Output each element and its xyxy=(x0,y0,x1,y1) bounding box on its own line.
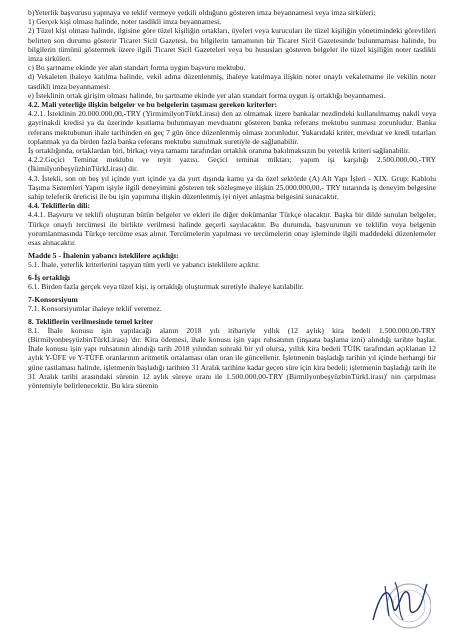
paragraph: 4.3. İstekli, son on beş yıl içinde yurt içinde ya da yurt dışında kamu ya da özel sektörde (A) Alt Yapı İşleri - XIX. Grup: Kablolu Taşıma Sistemleri Yapım işiyle ilgili deneyimini gösteren tek sözleşmeye ilişkin 25.000.000,00,- TRY tutarında iş deneyim belgesine sahip teleferik üreticisi ile bu işin yapımına ilişkin düzenlenmiş iyi niyet anlaşma belgesini sunacaktır. xyxy=(28,173,436,202)
section-heading: Madde 5 - İhalenin yabancı isteklilere açıklığı: xyxy=(28,250,179,260)
signature-and-stamp xyxy=(367,576,431,634)
paragraph: 4.4.1. Başvuru ve teklifi oluşturan bütün belgeler ve ekleri ile diğer dokümanlar Türkçe olacaktır. Başka bir dilde sunulan belgeler, Türkçe onaylı tercümesi ile birlikte verilmesi halinde geçerli sayılacaktır. Bu durumda, başvurunun ve teklifin veya belgenin yorumlanmasında Türkçe tercüme esas alınır. Tercümelerin yapılması ve tercümelerin onay işleminde ilgili maddedeki düzenlemeler esas alınacaktır. xyxy=(28,210,436,248)
document-body xyxy=(28,8,436,390)
paragraph: d) Vekaleten ihaleye katılma halinde, vekil adına düzenlenmiş, ihaleye katılmaya ilişkin noter onaylı vekaletname ile vekilin noter tasdikli imza beyannamesi. xyxy=(28,72,436,91)
section-heading: 8. Tekliflerin verilmesinde temel kriter xyxy=(28,316,154,326)
section-heading: 4.2. Mali yeterliğe ilişkin belgeler ve bu belgelerin taşıması gereken kriterler: xyxy=(28,100,277,110)
paragraph: 6.1. Birden fazla gerçek veya tüzel kişi, iş ortaklığı oluşturmak suretiyle ihaleye katılabilir. xyxy=(28,281,304,291)
paragraph: c) Bu şartname ekinde yer alan standart forma uygun başvuru mektubu. xyxy=(28,63,246,73)
paragraph: 8.1. İhale konusu işin yapılacağı alanın 2018 yılı itibariyle yıllık (12 aylık) kira bedeli 1.500.000,00-TRY (BirmilyonbeşyüzbinTürkLirası) 'dır. Kira ödemesi, ihale konusu işin yapı ruhsatının (inşaata başlama izni) alındığı tarihte başlar. İhale konusu işin yapı ruhsatının alındığı tarih 2018 yılından sonraki bir yıl olursa, yıllık kira bedeli TÜİK tarafından açıklanan 12 aylık Y-ÜFE ve Y-TÜFE oranlarının aritmetik ortalaması olan oran ile güncellenir. İşletmenin başladığı tarihin yıl içinde herhangi bir güne rastlaması halinde, işletmenin başladığı tarihten 31 Aralık tarihine kadar geçen süre için kira bedeli; işletmenin başladığı tarih ile 31 Aralık tarihi arasındaki sürenin 12 aylık süreye oranı ile 1.500.000,00-TRY (BirmilyonbeşyüzbinTürkLirası)' nin çarpılması yöntemiyle belirlenecektir. Bu kira sürenin xyxy=(28,325,436,390)
section-heading: 7-Konsorsiyum xyxy=(28,294,78,304)
paragraph: İş ortaklığında, ortaklardan biri, birkaçı veya tamamı tarafından ortaklık oranına bakılmaksızın bu yeterlik kriteri sağlanabilir. xyxy=(28,146,410,156)
paragraph: 4.2.2.Geçici Teminat mektubu ve teyit yazısı. Geçici teminat miktarı; yapım işi karşılığı 2.500.000,00,-TRY (İkimilyonbeşyüzbinTürkLirası) dir. xyxy=(28,155,436,174)
paragraph: e) İsteklinin ortak girişim olması halinde, bu şartname ekinde yer alan standart forma uygun iş ortaklığı beyannamesi. xyxy=(28,90,386,100)
paragraph: 2) Tüzel kişi olması halinde, ilgisine göre tüzel kişiliğin ortakları, üyeleri veya kurucuları ile tüzel kişiliğin yönetimindeki görevlileri belirten son durumu gösterir Ticaret Sicil Gazetesi, bu bilgilerin tamamının bir Ticaret Sicil Gazetesinde bulunmaması halinde, bu bilgilerin tümünü göstermek üzere ilgili Ticaret Sicil Gazeteleri veya bu hususları gösteren belgeler ile tüzel kişiliğin noter tasdikli imza sirküleri. xyxy=(28,26,436,64)
section-heading: 4.4. Tekliflerin dili: xyxy=(28,201,91,211)
paragraph: 1) Gerçek kişi olması halinde, noter tasdikli imza beyannamesi, xyxy=(28,17,222,27)
paragraph: 5.1. İhale, yeterlik kriterlerini taşıyan tüm yerli ve yabancı isteklilere açıktır. xyxy=(28,259,260,269)
paragraph: 4.2.1. İsteklinin 20.000.000,00,-TRY (YirmimilyonTürkLirası) den az olmamak üzere bankalar nezdindeki kullanılmamış nakdi veya gayrinakdi kredisi ya da üzerinde kısıtlama bulunmayan mevduatını gösteren banka referans mektubu sunması zorunludur. Banka referans mektubunun ihale tarihinden en geç 7 gün önce düzenlenmiş olması zorunludur. Yukarıdaki kriter, mevduat ve kredi tutarları toplanmak ya da birden fazla banka referans mektubu sunulmak suretiyle de sağlanabilir. xyxy=(28,109,436,146)
paragraph: 7.1. Konsorsiyumlar ihaleye teklif veremez. xyxy=(28,303,162,313)
paragraph: b)Yeterlik başvurusu yapmaya ve teklif vermeye yetkili olduğunu gösteren imza beyannamesi veya imza sirküleri; xyxy=(28,8,376,17)
section-heading: 6-İş ortaklığı xyxy=(28,272,70,282)
